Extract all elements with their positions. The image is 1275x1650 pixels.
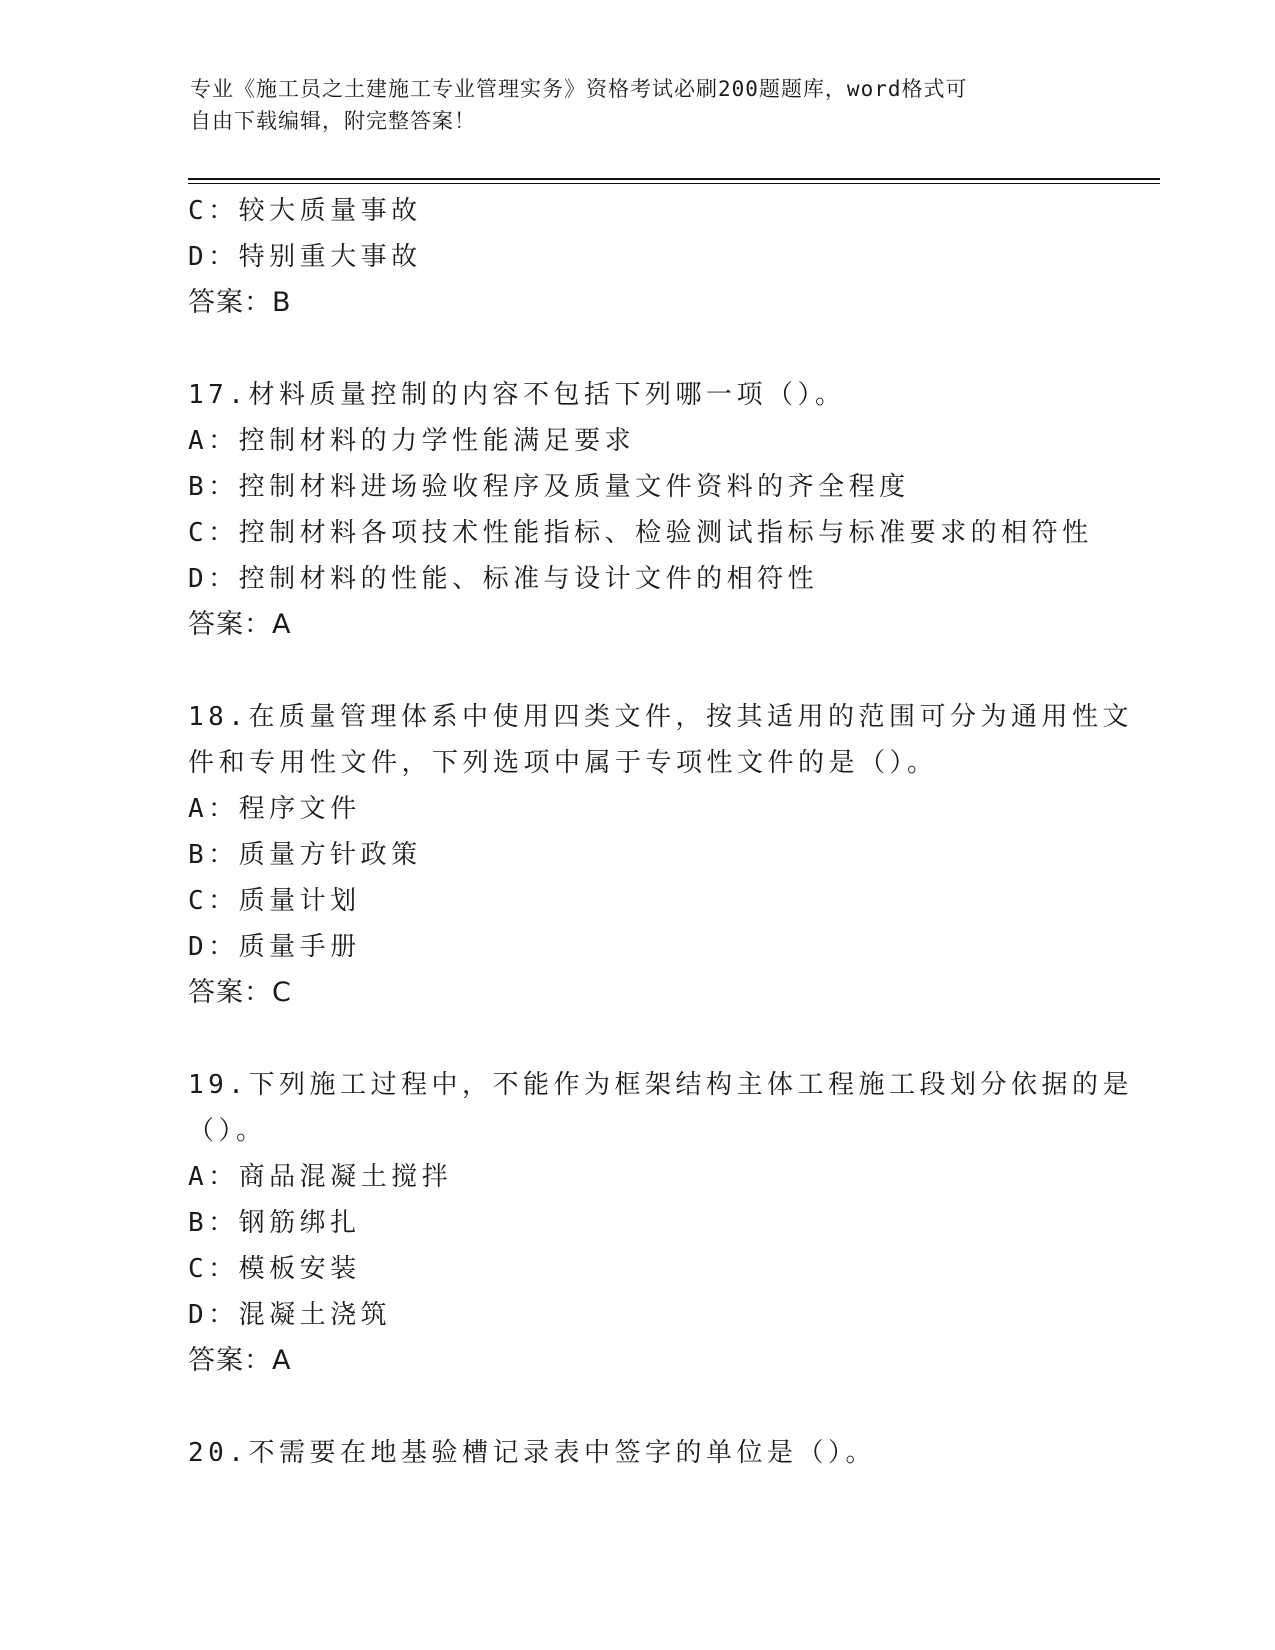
spacer: [188, 1016, 1088, 1062]
question-stem: 20.不需要在地基验槽记录表中签字的单位是（）。: [188, 1438, 876, 1468]
question-20: [188, 1430, 1088, 1476]
option-c: C：质量计划: [188, 886, 361, 916]
answer-line: 答案：C: [188, 977, 292, 1008]
question-stem-continued: （）。: [188, 1116, 267, 1146]
header-line-1: 专业《施工员之土建施工专业管理实务》资格考试必刷200题题库，word格式可: [190, 77, 968, 101]
option-a: A：程序文件: [188, 794, 361, 824]
question-stem-continued: 件和专用性文件，下列选项中属于专项性文件的是（）。: [188, 748, 938, 778]
option-b: B：质量方针政策: [188, 840, 422, 870]
option-a: A：控制材料的力学性能满足要求: [188, 426, 636, 456]
spacer: [188, 326, 1088, 372]
option-c: C：模板安装: [188, 1254, 361, 1284]
document-header: [190, 73, 1090, 137]
option-d: D：控制材料的性能、标准与设计文件的相符性: [188, 564, 819, 594]
option-d: D：质量手册: [188, 932, 361, 962]
spacer: [188, 1384, 1088, 1430]
question-stem: 19.下列施工过程中，不能作为框架结构主体工程施工段划分依据的是: [188, 1070, 1133, 1100]
option-d: D：特别重大事故: [188, 242, 422, 272]
header-divider-thick: [188, 178, 1160, 180]
answer-line: 答案：B: [188, 287, 292, 318]
spacer: [188, 648, 1088, 694]
option-b: B：钢筋绑扎: [188, 1208, 361, 1238]
partial-question-16: [188, 188, 1088, 326]
question-17: [188, 372, 1093, 648]
question-stem: 18.在质量管理体系中使用四类文件，按其适用的范围可分为通用性文: [188, 702, 1133, 732]
option-d: D：混凝土浇筑: [188, 1300, 392, 1330]
answer-line: 答案：A: [188, 609, 292, 640]
question-stem: 17.材料质量控制的内容不包括下列哪一项（）。: [188, 380, 846, 410]
answer-line: 答案：A: [188, 1345, 292, 1376]
option-a: A：商品混凝土搅拌: [188, 1162, 453, 1192]
question-list: [188, 188, 1133, 1476]
option-c: C：较大质量事故: [188, 196, 422, 226]
option-b: B：控制材料进场验收程序及质量文件资料的齐全程度: [188, 472, 910, 502]
question-19: [188, 1062, 1133, 1384]
option-c: C：控制材料各项技术性能指标、检验测试指标与标准要求的相符性: [188, 518, 1093, 548]
question-18: [188, 694, 1133, 1016]
header-line-2: 自由下载编辑，附完整答案！: [190, 109, 476, 133]
header-divider-thin: [188, 183, 1160, 184]
